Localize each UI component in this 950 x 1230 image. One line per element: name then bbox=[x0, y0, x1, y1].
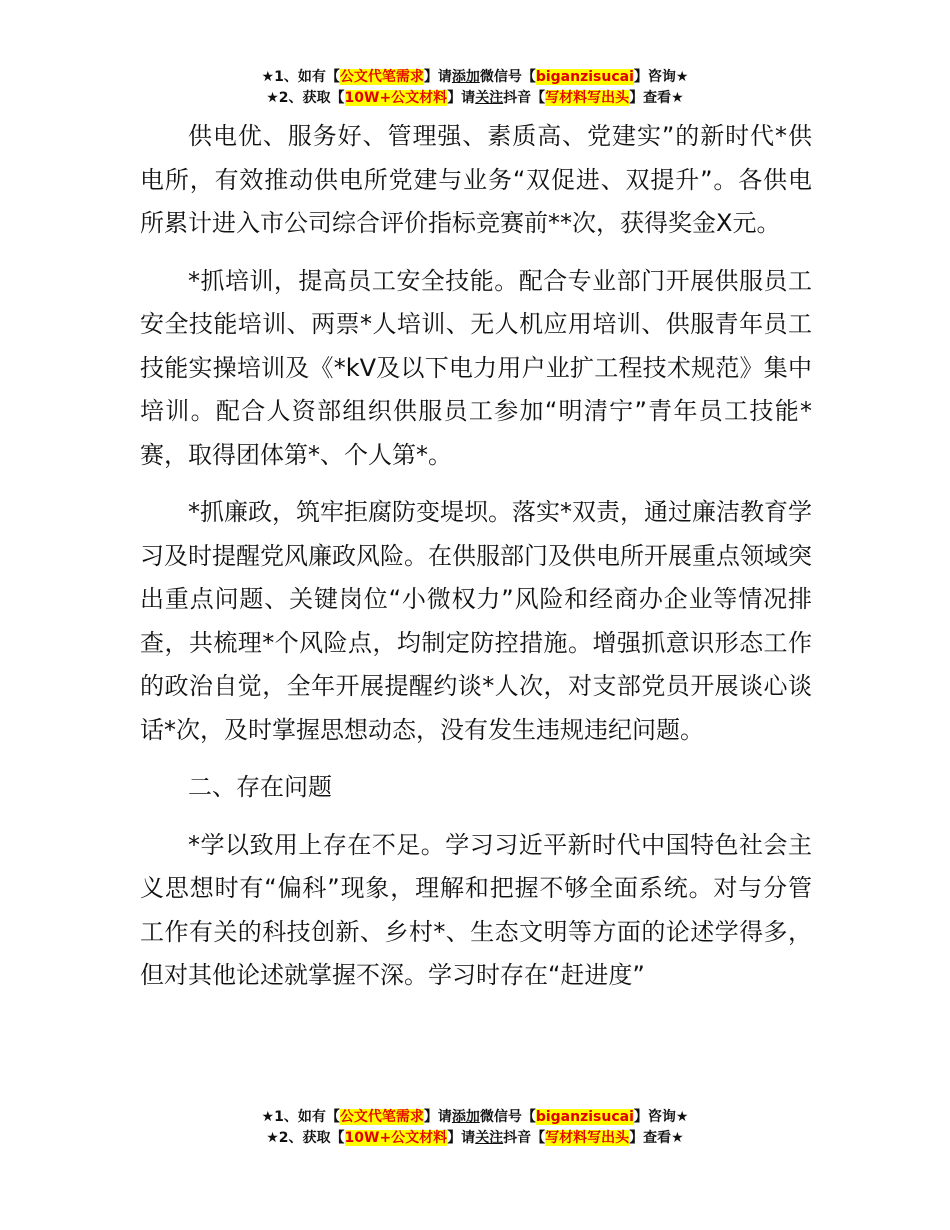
document-body bbox=[140, 115, 812, 1012]
banner-highlight: 写材料写出头 bbox=[545, 1130, 630, 1146]
banner-text: 】请 bbox=[447, 90, 476, 106]
banner-highlight: 公文代笔需求 bbox=[339, 1109, 424, 1125]
section-heading-problems: 二、存在问题 bbox=[188, 773, 332, 801]
banner-line-2 bbox=[0, 1128, 950, 1149]
banner-line-2 bbox=[0, 88, 950, 109]
banner-text: 微信号【 bbox=[479, 1109, 536, 1125]
banner-underline: 添加 bbox=[451, 1109, 480, 1125]
banner-highlight: 10W+公文材料 bbox=[344, 90, 448, 106]
paragraph-problems: *学以致用上存在不足。学习习近平新时代中国特色社会主义思想时有“偏科”现象，理解和把握不够全面系统。对与分管工作有关的科技创新、乡村*、生态文明等方面的论述学得多，但对其他论述就掌握不深。学习时存在“赶进度” bbox=[140, 830, 812, 989]
banner-highlight: 公文代笔需求 bbox=[339, 69, 424, 85]
banner-highlight: 写材料写出头 bbox=[545, 90, 630, 106]
banner-text: 】请 bbox=[423, 69, 452, 85]
banner-text: 】请 bbox=[423, 1109, 452, 1125]
banner-text: 】查看★ bbox=[629, 1130, 684, 1146]
header-banner bbox=[0, 67, 950, 109]
banner-highlight: 10W+公文材料 bbox=[344, 1130, 448, 1146]
banner-text: 抖音【 bbox=[503, 1130, 546, 1146]
banner-underline: 关注 bbox=[475, 1130, 504, 1146]
banner-underline: 关注 bbox=[475, 90, 504, 106]
banner-text: 】请 bbox=[447, 1130, 476, 1146]
paragraph-training: *抓培训，提高员工安全技能。配合专业部门开展供服员工安全技能培训、两票*人培训、无人机应用培训、供服青年员工技能实操培训及《*kV及以下电力用户业扩工程技术规范》集中培训。配合人资部组织供服员工参加“明清宁”青年员工技能*赛，取得团体第*、个人第*。 bbox=[140, 266, 812, 469]
banner-text: 微信号【 bbox=[479, 69, 536, 85]
paragraph-integrity: *抓廉政，筑牢拒腐防变堤坝。落实*双责，通过廉洁教育学习及时提醒党风廉政风险。在供服部门及供电所开展重点领域突出重点问题、关键岗位“小微权力”风险和经商办企业等情况排查，共梳理*个风险点，均制定防控措施。增强抓意识形态工作的政治自觉，全年开展提醒约谈*人次，对支部党员开展谈心谈话*次，及时掌握思想动态，没有发生违规违纪问题。 bbox=[140, 498, 812, 744]
banner-text: 】查看★ bbox=[629, 90, 684, 106]
banner-highlight: biganzisucai bbox=[535, 1109, 634, 1125]
footer-banner bbox=[0, 1107, 950, 1149]
paragraph-continuation: 供电优、服务好、管理强、素质高、党建实”的新时代*供电所，有效推动供电所党建与业务“双促进、双提升”。各供电所累计进入市公司综合评价指标竞赛前**次，获得奖金X元。 bbox=[140, 122, 812, 237]
banner-text: 】咨询★ bbox=[633, 69, 689, 85]
banner-text: ★2、获取【 bbox=[266, 1130, 345, 1146]
banner-text: ★1、如有【 bbox=[261, 1109, 340, 1125]
banner-text: ★1、如有【 bbox=[261, 69, 340, 85]
banner-text: 】咨询★ bbox=[633, 1109, 689, 1125]
banner-text: ★2、获取【 bbox=[266, 90, 345, 106]
banner-highlight: biganzisucai bbox=[535, 69, 634, 85]
banner-underline: 添加 bbox=[451, 69, 480, 85]
banner-text: 抖音【 bbox=[503, 90, 546, 106]
banner-line-1 bbox=[0, 1107, 950, 1128]
banner-line-1 bbox=[0, 67, 950, 88]
